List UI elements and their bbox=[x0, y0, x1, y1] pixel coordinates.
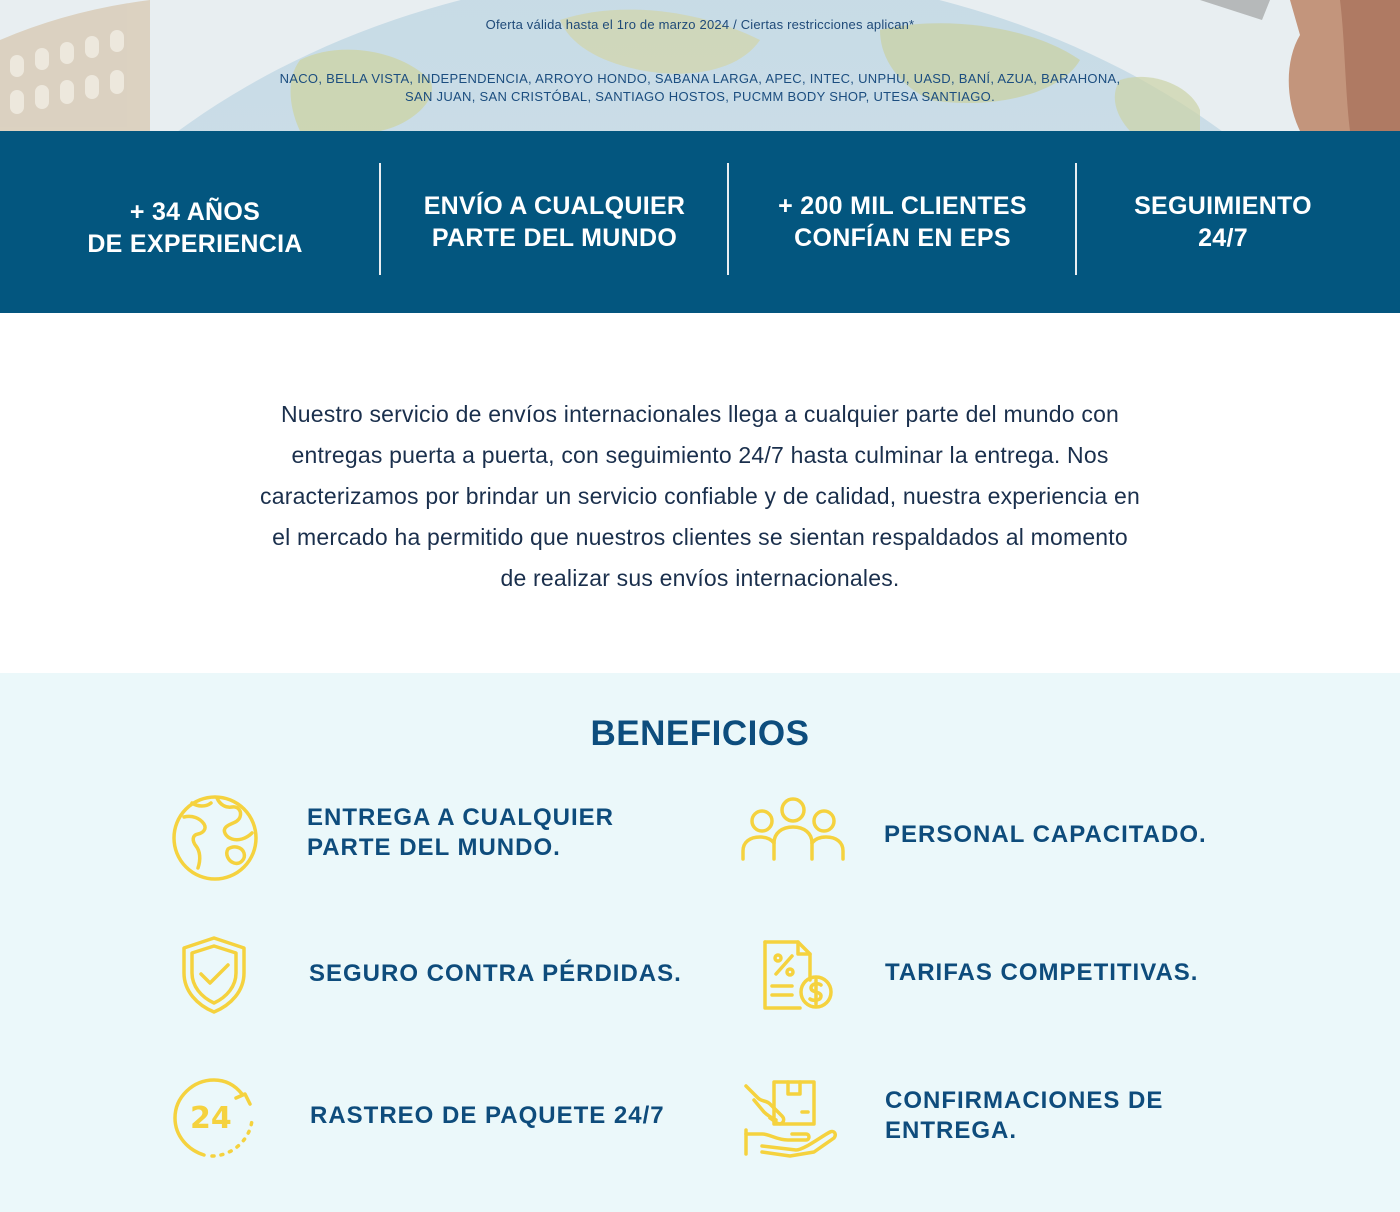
about-line: de realizar sus envíos internacionales. bbox=[500, 565, 900, 591]
about-line: caracterizamos por brindar un servicio confiable y de calidad, nuestra experiencia en bbox=[260, 483, 1140, 509]
benefits-title: BENEFICIOS bbox=[590, 714, 810, 753]
invoice-percent-icon bbox=[760, 938, 836, 1012]
hero-banner bbox=[0, 0, 1400, 131]
stat-line: 24/7 bbox=[1198, 224, 1248, 252]
stat-line: CONFÍAN EN EPS bbox=[794, 224, 1011, 252]
offer-validity-note: Oferta válida hasta el 1ro de marzo 2024 / Ciertas restricciones aplican* bbox=[485, 17, 915, 32]
about-line: entregas puerta a puerta, con seguimiento 24/7 hasta culminar la entrega. Nos bbox=[291, 442, 1109, 468]
stats-band bbox=[0, 131, 1400, 313]
branch-locations-line: SAN JUAN, SAN CRISTÓBAL, SANTIAGO HOSTOS, PUCMM BODY SHOP, UTESA SANTIAGO. bbox=[405, 89, 995, 104]
benefit-label-line: PARTE DEL MUNDO. bbox=[307, 834, 561, 861]
tracking-24-icon bbox=[170, 1076, 260, 1160]
stat-clients bbox=[729, 131, 1076, 313]
benefit-label-line: TARIFAS COMPETITIVAS. bbox=[885, 959, 1199, 986]
stat-line: SEGUIMIENTO bbox=[1134, 192, 1312, 220]
benefit-package-tracking bbox=[310, 1101, 665, 1131]
benefit-label-line: ENTREGA. bbox=[885, 1117, 1018, 1144]
stat-line: + 34 AÑOS bbox=[129, 198, 261, 226]
globe-icon bbox=[170, 793, 260, 883]
shield-check-icon bbox=[180, 935, 248, 1015]
benefit-trained-staff bbox=[884, 820, 1207, 850]
benefit-label-line: PERSONAL CAPACITADO. bbox=[884, 821, 1207, 848]
stat-line: + 200 MIL CLIENTES bbox=[778, 192, 1027, 220]
benefit-label-line: SEGURO CONTRA PÉRDIDAS. bbox=[309, 960, 682, 987]
benefit-label-line: CONFIRMACIONES DE bbox=[885, 1087, 1164, 1114]
stat-experience bbox=[20, 137, 370, 319]
stat-line: ENVÍO A CUALQUIER bbox=[423, 192, 686, 220]
branch-locations bbox=[200, 70, 1200, 106]
package-delivery-icon bbox=[742, 1078, 844, 1158]
about-line: Nuestro servicio de envíos internacionales llega a cualquier parte del mundo con bbox=[280, 401, 1120, 427]
benefit-label-line: RASTREO DE PAQUETE 24/7 bbox=[310, 1102, 665, 1129]
benefit-delivery-confirmations bbox=[885, 1086, 1163, 1146]
benefit-label-line: ENTREGA A CUALQUIER bbox=[307, 804, 614, 831]
people-group-icon bbox=[740, 795, 846, 863]
stat-tracking bbox=[1077, 131, 1369, 313]
stat-line: PARTE DEL MUNDO bbox=[431, 224, 678, 252]
about-paragraph bbox=[150, 394, 1250, 599]
benefit-competitive-rates bbox=[885, 958, 1198, 988]
stat-worldwide-shipping bbox=[381, 131, 728, 313]
branch-locations-line: NACO, BELLA VISTA, INDEPENDENCIA, ARROYO HONDO, SABANA LARGA, APEC, INTEC, UNPHU, UASD, BANÍ, AZUA, BARAHONA, bbox=[279, 71, 1121, 86]
about-line: el mercado ha permitido que nuestros clientes se sientan respaldados al momento bbox=[272, 524, 1128, 550]
tracking-24-badge: 24 bbox=[190, 1101, 232, 1136]
benefit-worldwide-delivery bbox=[307, 803, 614, 863]
benefit-loss-insurance bbox=[309, 959, 682, 989]
stat-line: DE EXPERIENCIA bbox=[87, 230, 303, 258]
